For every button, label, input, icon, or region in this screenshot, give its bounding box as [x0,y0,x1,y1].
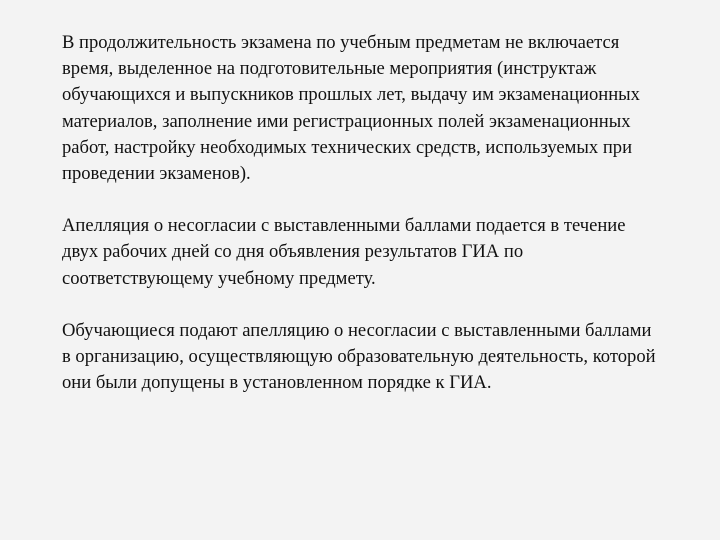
paragraph-exam-duration: В продолжительность экзамена по учебным предметам не включается время, выделенное на подготовительные мероприятия (инструктаж обучающихся и выпускников прошлых лет, выдачу им экзаменационных материалов, заполнение ими регистрационных полей экзаменационных работ, настройку необходимых технических средств, используемых при проведении экзаменов). [62,32,640,185]
paragraph-appeal-submission: Обучающиеся подают апелляцию о несогласии с выставленными баллами в организацию, осуществляющую образовательную деятельность, которой они были допущены в установленном порядке к ГИА. [62,319,656,394]
paragraph-appeal-deadline: Апелляция о несогласии с выставленными баллами подается в течение двух рабочих дней со дня объявления результатов ГИА по соответствующему учебному предмету. [62,215,626,289]
